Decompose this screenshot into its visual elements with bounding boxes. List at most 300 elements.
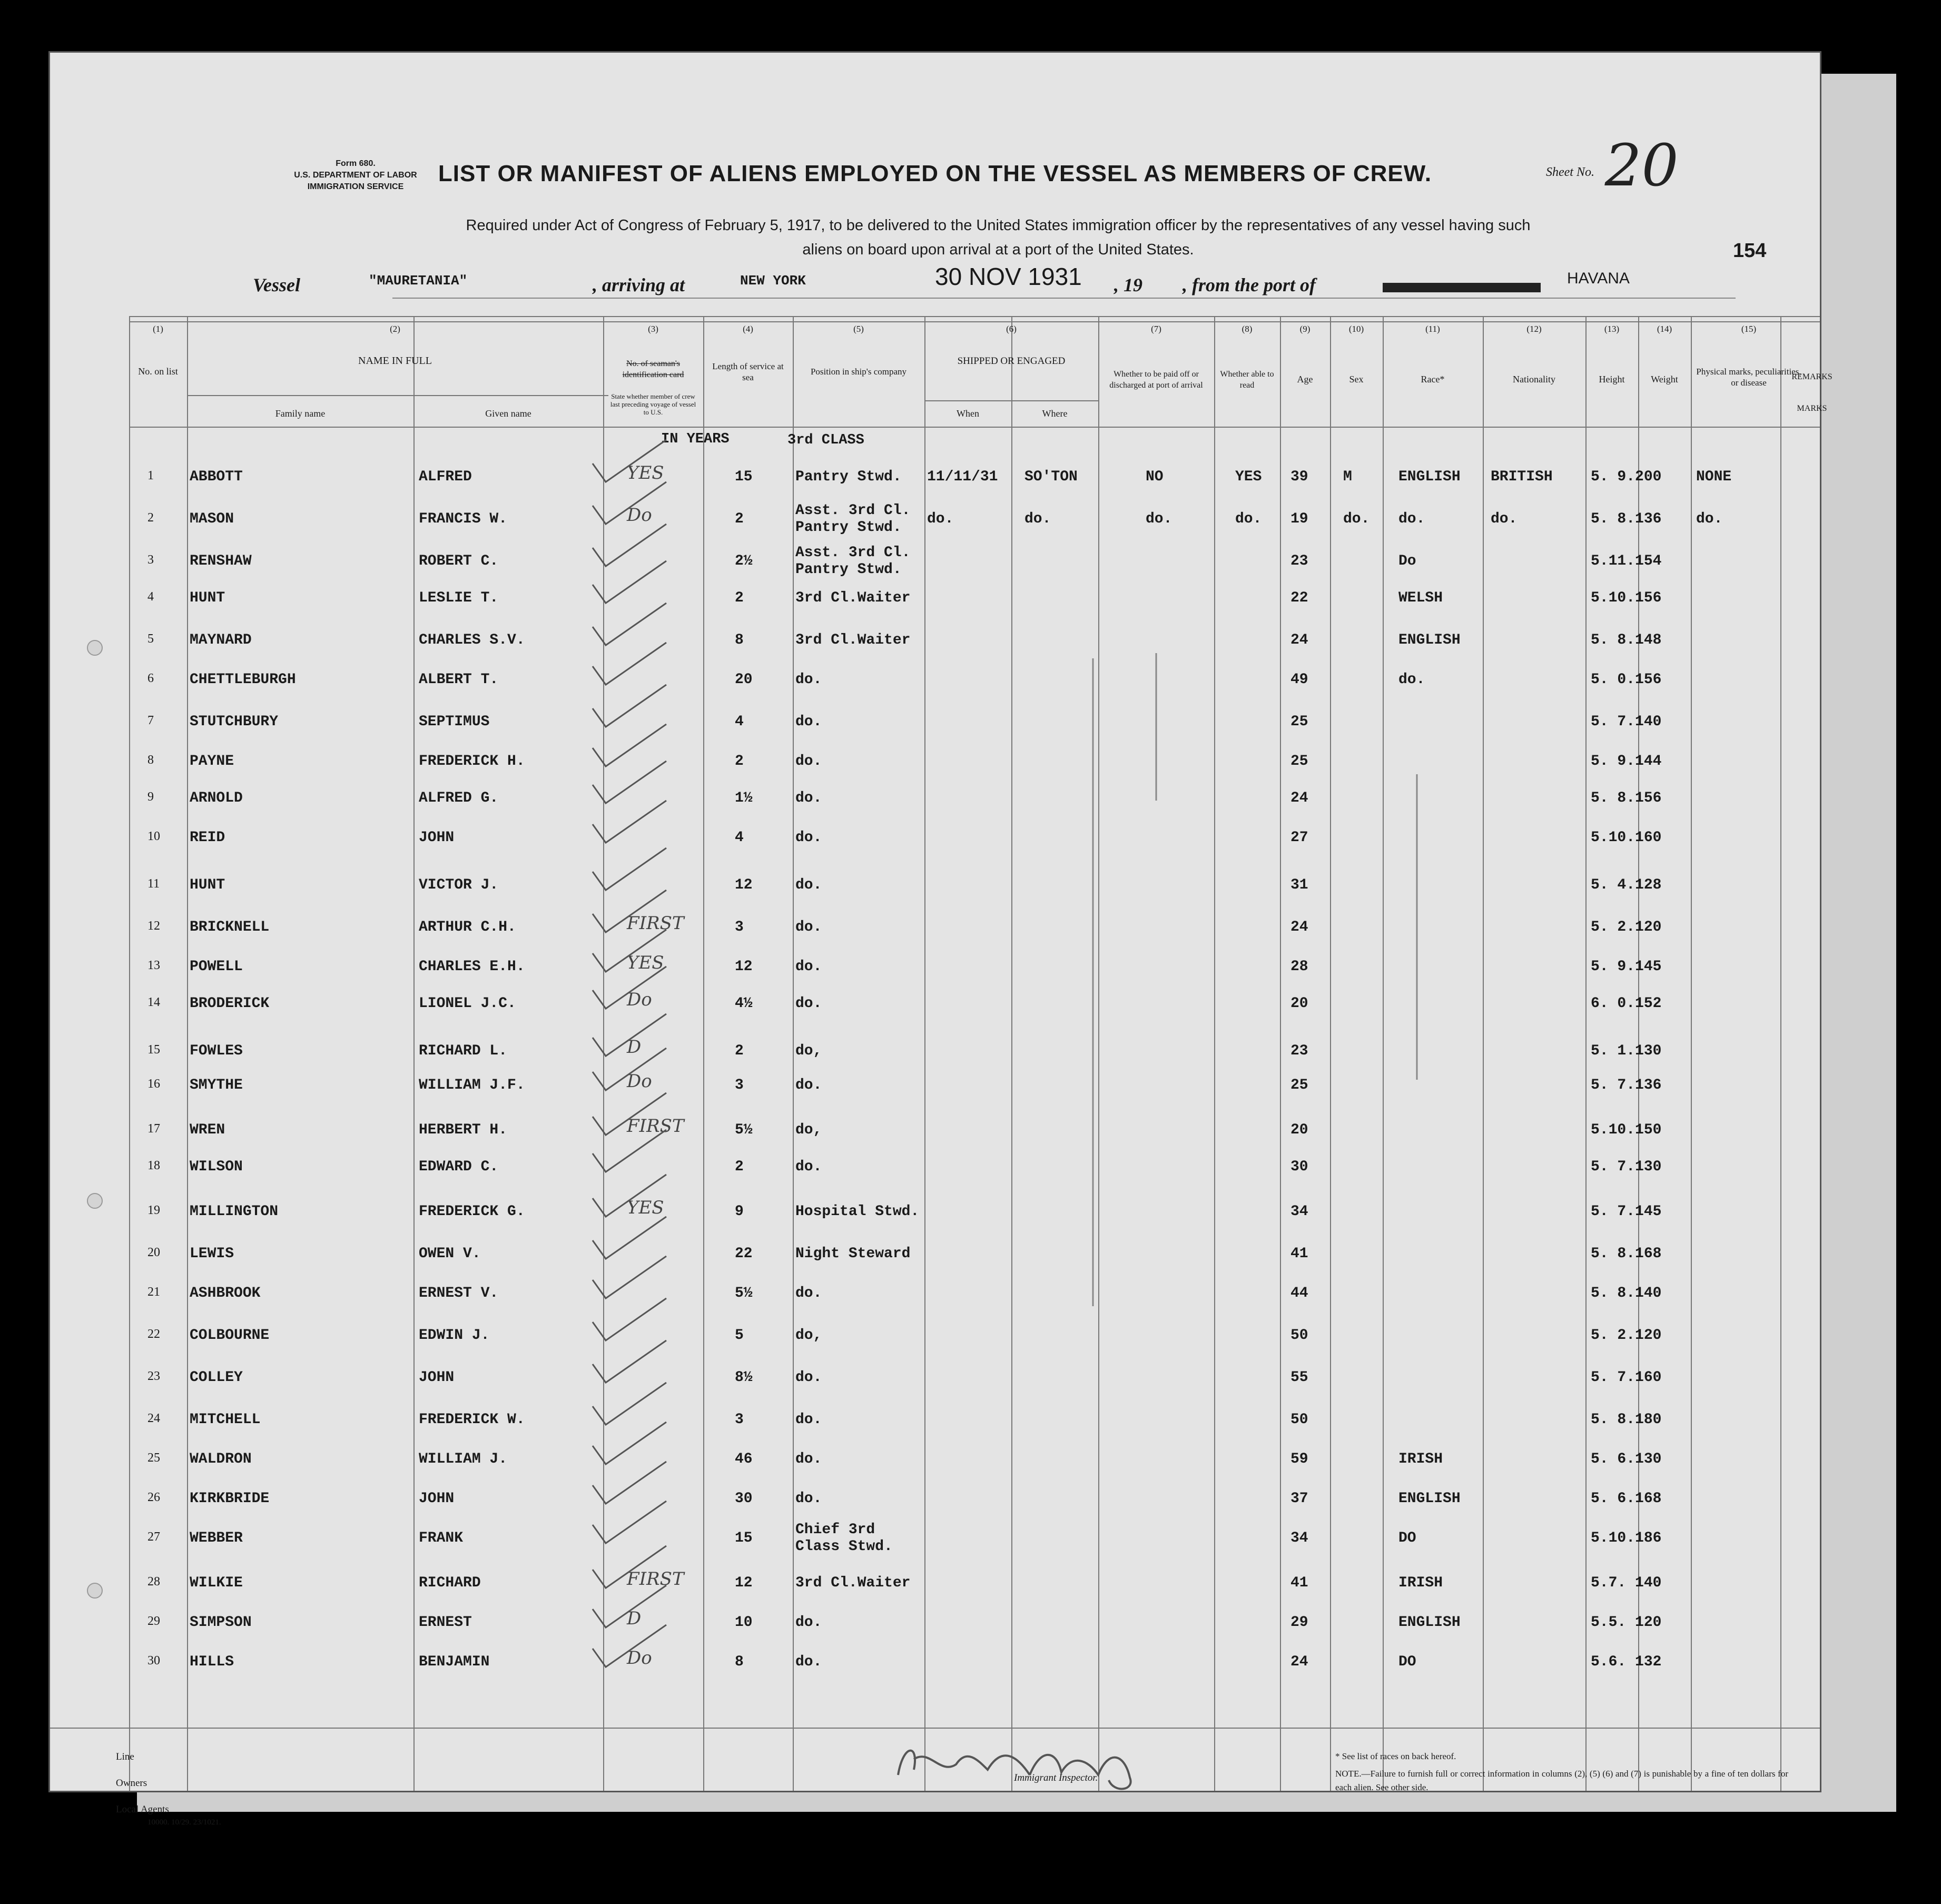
shipped-when: do. bbox=[927, 511, 954, 527]
height-weight: 5.10.150 bbox=[1591, 1122, 1662, 1138]
from-port-label: , from the port of bbox=[1183, 274, 1316, 295]
given-name: CHARLES E.H. bbox=[419, 959, 525, 975]
vessel-label: Vessel bbox=[253, 274, 300, 295]
height-weight: 5. 0.156 bbox=[1591, 672, 1662, 688]
age: 59 bbox=[1290, 1451, 1308, 1467]
given-name: BENJAMIN bbox=[419, 1654, 490, 1670]
nationality: BRITISH bbox=[1491, 469, 1553, 485]
year-label: , 19 bbox=[1114, 274, 1142, 295]
shipped-when: 11/11/31 bbox=[927, 469, 998, 485]
handwritten-check-note: YES bbox=[627, 1197, 664, 1218]
header-sex: Sex bbox=[1349, 374, 1364, 384]
grid-vertical-line bbox=[1780, 316, 1781, 1791]
family-name: RENSHAW bbox=[190, 553, 252, 569]
service-years: 4 bbox=[735, 830, 744, 846]
position: do. bbox=[795, 1285, 822, 1301]
age: 24 bbox=[1290, 790, 1308, 806]
position: do. bbox=[795, 1369, 822, 1386]
service-years: 9 bbox=[735, 1203, 744, 1220]
family-name: WREN bbox=[190, 1122, 225, 1138]
service-years: 3 bbox=[735, 1077, 744, 1093]
service-years: 46 bbox=[735, 1451, 753, 1467]
handwritten-check-note: YES bbox=[627, 952, 664, 973]
family-name: PAYNE bbox=[190, 753, 234, 770]
race: ENGLISH bbox=[1398, 632, 1461, 648]
family-name: SIMPSON bbox=[190, 1614, 252, 1631]
service-years: 12 bbox=[735, 877, 753, 893]
age: 37 bbox=[1290, 1491, 1308, 1507]
height-weight: 5.10.156 bbox=[1591, 590, 1662, 606]
colnum-2: (2) bbox=[390, 324, 400, 334]
family-name: WILKIE bbox=[190, 1575, 243, 1591]
service-years: 2 bbox=[735, 753, 744, 770]
height-weight: 5. 4.128 bbox=[1591, 877, 1662, 893]
height-weight: 5. 8.180 bbox=[1591, 1412, 1662, 1428]
footer-line-label: Line bbox=[116, 1751, 134, 1762]
handwritten-check-note: FIRST bbox=[627, 1568, 684, 1590]
position: do, bbox=[795, 1327, 822, 1344]
sex: do. bbox=[1343, 511, 1370, 527]
service-years: 20 bbox=[735, 672, 753, 688]
given-name: RICHARD bbox=[419, 1575, 481, 1591]
service-years: 12 bbox=[735, 959, 753, 975]
header-remarks-cut: MARKS bbox=[1797, 404, 1827, 413]
family-name: BRODERICK bbox=[190, 995, 270, 1012]
grid-vertical-line bbox=[703, 316, 704, 1791]
age: 19 bbox=[1290, 511, 1308, 527]
age: 31 bbox=[1290, 877, 1308, 893]
header-height: Height bbox=[1599, 374, 1625, 384]
position: do. bbox=[795, 1491, 822, 1507]
colnum-9: (9) bbox=[1299, 324, 1311, 334]
family-name: KIRKBRIDE bbox=[190, 1491, 270, 1507]
header-able-read: Whether able to read bbox=[1220, 370, 1274, 390]
handwritten-check-note: FIRST bbox=[627, 1116, 684, 1137]
grid-vertical-line bbox=[1280, 316, 1281, 1791]
race: IRISH bbox=[1398, 1451, 1443, 1467]
service-years: 2 bbox=[735, 590, 744, 606]
given-name: ARTHUR C.H. bbox=[419, 919, 516, 935]
header-when: When bbox=[957, 408, 979, 419]
family-name: WALDRON bbox=[190, 1451, 252, 1467]
subtitle-line-1: Required under Act of Congress of February 5, 1917, to be delivered to the United States immigration officer by the representatives of any vessel having such bbox=[466, 217, 1531, 234]
position: do. bbox=[795, 830, 822, 846]
grid-horizontal-line bbox=[129, 321, 1820, 322]
sheet-number: 20 bbox=[1604, 132, 1679, 199]
handwritten-check-note: Do bbox=[627, 1071, 652, 1092]
service-years: 2½ bbox=[735, 553, 753, 569]
height-weight: 5. 6.130 bbox=[1591, 1451, 1662, 1467]
position: do. bbox=[795, 790, 822, 806]
age: 24 bbox=[1290, 919, 1308, 935]
age: 50 bbox=[1290, 1412, 1308, 1428]
shipped-where: SO'TON bbox=[1024, 469, 1078, 485]
height-weight: 5. 8.140 bbox=[1591, 1285, 1662, 1301]
position: do, bbox=[795, 1043, 822, 1059]
physical-marks: do. bbox=[1696, 511, 1723, 527]
arrival-date-stamp: 30 NOV 1931 bbox=[935, 263, 1082, 290]
race: do. bbox=[1398, 672, 1425, 688]
given-name: FREDERICK W. bbox=[419, 1412, 525, 1428]
given-name: FREDERICK G. bbox=[419, 1203, 525, 1220]
race: DO bbox=[1398, 1530, 1416, 1546]
family-name: STUTCHBURY bbox=[190, 714, 279, 730]
row-number: 2 bbox=[147, 511, 154, 525]
family-name: WILSON bbox=[190, 1159, 243, 1175]
header-physical-marks: Physical marks, peculiarities, or disease bbox=[1696, 367, 1801, 388]
header-id-card-note: State whether member of crew last preceding voyage of vessel to U.S. bbox=[610, 392, 696, 416]
height-weight: 5. 8.136 bbox=[1591, 511, 1662, 527]
grid-vertical-line bbox=[1011, 316, 1012, 1791]
service-years: 15 bbox=[735, 1530, 753, 1546]
grid-vertical-line bbox=[793, 316, 794, 1791]
given-name: JOHN bbox=[419, 1491, 455, 1507]
handwritten-check-note: FIRST bbox=[627, 913, 684, 934]
row-number: 28 bbox=[147, 1575, 160, 1589]
grid-vertical-line bbox=[1483, 316, 1484, 1791]
handwritten-check-note: D bbox=[627, 1037, 642, 1058]
struck-out-port bbox=[1383, 283, 1541, 292]
colnum-10: (10) bbox=[1348, 324, 1364, 334]
age: 41 bbox=[1290, 1575, 1308, 1591]
row-number: 9 bbox=[147, 790, 154, 804]
age: 23 bbox=[1290, 553, 1308, 569]
height-weight: 5. 9.200 bbox=[1591, 469, 1662, 485]
height-weight: 5. 1.130 bbox=[1591, 1043, 1662, 1059]
row-number: 5 bbox=[147, 632, 154, 646]
age: 34 bbox=[1290, 1203, 1308, 1220]
service-years: 3 bbox=[735, 919, 744, 935]
position: 3rd Cl.Waiter bbox=[795, 632, 911, 648]
row-number: 29 bbox=[147, 1614, 160, 1628]
given-name: EDWARD C. bbox=[419, 1159, 499, 1175]
given-name: EDWIN J. bbox=[419, 1327, 490, 1344]
position: do. bbox=[795, 877, 822, 893]
header-remarks: REMARKS bbox=[1791, 372, 1832, 381]
height-weight: 5.10.160 bbox=[1591, 830, 1662, 846]
service-years: 8 bbox=[735, 1654, 744, 1670]
family-name: FOWLES bbox=[190, 1043, 243, 1059]
colnum-4: (4) bbox=[743, 324, 753, 334]
family-name: COLLEY bbox=[190, 1369, 243, 1386]
row-number: 17 bbox=[147, 1122, 160, 1136]
able-to-read: YES bbox=[1235, 469, 1262, 485]
header-no-on-list: No. on list bbox=[138, 366, 178, 377]
grid-vertical-line bbox=[1585, 316, 1587, 1791]
service-years: 2 bbox=[735, 1159, 744, 1175]
row-number: 10 bbox=[147, 830, 160, 843]
service-years: 3 bbox=[735, 1412, 744, 1428]
grid-horizontal-line bbox=[187, 395, 608, 396]
position: Pantry Stwd. bbox=[795, 469, 902, 485]
grid-vertical-line bbox=[413, 316, 415, 1791]
grid-vertical-line bbox=[1098, 316, 1099, 1791]
family-name: HUNT bbox=[190, 590, 225, 606]
height-weight: 5. 7.140 bbox=[1591, 714, 1662, 730]
punch-hole bbox=[87, 640, 103, 656]
service-years: 22 bbox=[735, 1246, 753, 1262]
age: 29 bbox=[1290, 1614, 1308, 1631]
service-years: 30 bbox=[735, 1491, 753, 1507]
service-name: IMMIGRATION SERVICE bbox=[307, 182, 404, 191]
age: 25 bbox=[1290, 753, 1308, 770]
family-name: POWELL bbox=[190, 959, 243, 975]
subtitle-line-2: aliens on board upon arrival at a port of the United States. bbox=[802, 241, 1194, 258]
colnum-7: (7) bbox=[1151, 324, 1161, 334]
given-name: LESLIE T. bbox=[419, 590, 499, 606]
row-number: 26 bbox=[147, 1491, 160, 1504]
position: Hospital Stwd. bbox=[795, 1203, 920, 1220]
age: 49 bbox=[1290, 672, 1308, 688]
position: do. bbox=[795, 1077, 822, 1093]
family-name: BRICKNELL bbox=[190, 919, 270, 935]
grid-vertical-line bbox=[924, 316, 925, 1791]
header-age: Age bbox=[1297, 374, 1313, 384]
arriving-port: NEW YORK bbox=[740, 273, 806, 289]
service-years: 5½ bbox=[735, 1122, 753, 1138]
grid-vertical-line bbox=[1691, 316, 1692, 1791]
row-number: 4 bbox=[147, 590, 154, 604]
position: do. bbox=[795, 672, 822, 688]
height-weight: 5. 8.156 bbox=[1591, 790, 1662, 806]
service-years: 2 bbox=[735, 1043, 744, 1059]
service-years: 8 bbox=[735, 632, 744, 648]
position: do. bbox=[795, 753, 822, 770]
age: 50 bbox=[1290, 1327, 1308, 1344]
page-number: 154 bbox=[1733, 240, 1767, 262]
height-weight: 5. 2.120 bbox=[1591, 919, 1662, 935]
position: Night Steward bbox=[795, 1246, 911, 1262]
given-name: WILLIAM J. bbox=[419, 1451, 508, 1467]
given-name: VICTOR J. bbox=[419, 877, 499, 893]
height-weight: 6. 0.152 bbox=[1591, 995, 1662, 1012]
row-number: 24 bbox=[147, 1412, 160, 1425]
header-id-card-struck: No. of seaman's identification card bbox=[622, 359, 684, 379]
handwritten-check-note: Do bbox=[627, 989, 652, 1010]
age: 22 bbox=[1290, 590, 1308, 606]
handwritten-check-note: YES bbox=[627, 462, 664, 484]
row-number: 11 bbox=[147, 877, 160, 891]
age: 55 bbox=[1290, 1369, 1308, 1386]
position: do. bbox=[795, 1159, 822, 1175]
department-name: U.S. DEPARTMENT OF LABOR bbox=[294, 171, 417, 180]
position: 3rd Cl.Waiter bbox=[795, 590, 911, 606]
age: 25 bbox=[1290, 714, 1308, 730]
family-name: ASHBROOK bbox=[190, 1285, 261, 1301]
row-number: 14 bbox=[147, 995, 160, 1009]
footer-owners-label: Owners bbox=[116, 1778, 147, 1789]
given-name: ALFRED G. bbox=[419, 790, 499, 806]
header-family-name: Family name bbox=[275, 408, 326, 419]
race: IRISH bbox=[1398, 1575, 1443, 1591]
given-name: FRANCIS W. bbox=[419, 511, 508, 527]
service-years: 1½ bbox=[735, 790, 753, 806]
row-number: 12 bbox=[147, 919, 160, 933]
position: do. bbox=[795, 1412, 822, 1428]
family-name: ARNOLD bbox=[190, 790, 243, 806]
arriving-label: , arriving at bbox=[593, 274, 685, 295]
header-weight: Weight bbox=[1651, 374, 1678, 384]
races-note: * See list of races on back hereof. bbox=[1335, 1751, 1456, 1761]
sex: M bbox=[1343, 469, 1352, 485]
age: 44 bbox=[1290, 1285, 1308, 1301]
colnum-11: (11) bbox=[1425, 324, 1440, 334]
row-number: 23 bbox=[147, 1369, 160, 1383]
colnum-14: (14) bbox=[1657, 324, 1672, 334]
race: Do bbox=[1398, 553, 1416, 569]
height-weight: 5. 7.130 bbox=[1591, 1159, 1662, 1175]
family-name: CHETTLEBURGH bbox=[190, 672, 296, 688]
service-years: 4½ bbox=[735, 995, 753, 1012]
height-weight: 5. 7.145 bbox=[1591, 1203, 1662, 1220]
header-name-in-full: NAME IN FULL bbox=[358, 355, 432, 367]
position: Asst. 3rd Cl. Pantry Stwd. bbox=[795, 545, 911, 578]
given-name: WILLIAM J.F. bbox=[419, 1077, 525, 1093]
paid-off: do. bbox=[1146, 511, 1173, 527]
position: Asst. 3rd Cl. Pantry Stwd. bbox=[795, 502, 911, 536]
given-name: ROBERT C. bbox=[419, 553, 499, 569]
colnum-6: (6) bbox=[1006, 324, 1017, 334]
family-name: WEBBER bbox=[190, 1530, 243, 1546]
given-name: FREDERICK H. bbox=[419, 753, 525, 770]
age: 24 bbox=[1290, 632, 1308, 648]
service-years: 5½ bbox=[735, 1285, 753, 1301]
colnum-5: (5) bbox=[853, 324, 864, 334]
row-number: 6 bbox=[147, 672, 154, 685]
age: 39 bbox=[1290, 469, 1308, 485]
service-years: 8½ bbox=[735, 1369, 753, 1386]
position: do. bbox=[795, 1451, 822, 1467]
age: 20 bbox=[1290, 995, 1308, 1012]
height-weight: 5. 9.145 bbox=[1591, 959, 1662, 975]
service-years: 5 bbox=[735, 1327, 744, 1344]
race: ENGLISH bbox=[1398, 1614, 1461, 1631]
position: do. bbox=[795, 714, 822, 730]
colnum-3: (3) bbox=[648, 324, 658, 334]
given-name: LIONEL J.C. bbox=[419, 995, 516, 1012]
sheet-number-label: Sheet No. bbox=[1546, 165, 1594, 179]
in-years-label: IN YEARS bbox=[661, 431, 730, 447]
row-number: 16 bbox=[147, 1077, 160, 1091]
row-number: 13 bbox=[147, 959, 160, 972]
family-name: HILLS bbox=[190, 1654, 234, 1670]
header-paid-off: Whether to be paid off or discharged at port of arrival bbox=[1109, 370, 1203, 390]
row-number: 25 bbox=[147, 1451, 160, 1465]
row-number: 8 bbox=[147, 753, 154, 767]
row-number: 18 bbox=[147, 1159, 160, 1172]
given-name: HERBERT H. bbox=[419, 1122, 508, 1138]
grid-vertical-line bbox=[603, 316, 604, 1791]
grid-vertical-line bbox=[1330, 316, 1331, 1791]
race: DO bbox=[1398, 1654, 1416, 1670]
colnum-8: (8) bbox=[1242, 324, 1253, 334]
row-number: 27 bbox=[147, 1530, 160, 1544]
height-weight: 5.5. 120 bbox=[1591, 1614, 1662, 1631]
punch-hole bbox=[87, 1193, 103, 1209]
service-years: 15 bbox=[735, 469, 753, 485]
check-marks-overlay bbox=[50, 53, 1820, 1791]
race: do. bbox=[1398, 511, 1425, 527]
given-name: JOHN bbox=[419, 1369, 455, 1386]
row-number: 1 bbox=[147, 469, 154, 482]
manifest-title: LIST OR MANIFEST OF ALIENS EMPLOYED ON THE VESSEL AS MEMBERS OF CREW. bbox=[438, 161, 1432, 186]
height-weight: 5. 2.120 bbox=[1591, 1327, 1662, 1344]
race: ENGLISH bbox=[1398, 469, 1461, 485]
family-name: MITCHELL bbox=[190, 1412, 261, 1428]
height-weight: 5.6. 132 bbox=[1591, 1654, 1662, 1670]
race: WELSH bbox=[1398, 590, 1443, 606]
header-race: Race* bbox=[1421, 374, 1445, 384]
grid-horizontal-line bbox=[129, 316, 1820, 317]
age: 27 bbox=[1290, 830, 1308, 846]
header-given-name: Given name bbox=[485, 408, 531, 419]
colnum-1: (1) bbox=[153, 324, 163, 334]
header-nationality: Nationality bbox=[1513, 374, 1555, 384]
paid-off: NO bbox=[1146, 469, 1164, 485]
height-weight: 5.7. 140 bbox=[1591, 1575, 1662, 1591]
age: 25 bbox=[1290, 1077, 1308, 1093]
family-name: MASON bbox=[190, 511, 234, 527]
able-to-read: do. bbox=[1235, 511, 1262, 527]
family-name: MILLINGTON bbox=[190, 1203, 279, 1220]
given-name: ERNEST V. bbox=[419, 1285, 499, 1301]
form-number: Form 680. bbox=[336, 159, 376, 168]
height-weight: 5. 8.148 bbox=[1591, 632, 1662, 648]
given-name: ERNEST bbox=[419, 1614, 472, 1631]
height-weight: 5. 7.136 bbox=[1591, 1077, 1662, 1093]
grid-vertical-line bbox=[187, 316, 188, 1791]
row-number: 19 bbox=[147, 1203, 160, 1217]
family-name: ABBOTT bbox=[190, 469, 243, 485]
family-name: COLBOURNE bbox=[190, 1327, 270, 1344]
family-name: REID bbox=[190, 830, 225, 846]
given-name: CHARLES S.V. bbox=[419, 632, 525, 648]
inspector-signature bbox=[882, 1728, 1177, 1796]
given-name: OWEN V. bbox=[419, 1246, 481, 1262]
given-name: FRANK bbox=[419, 1530, 464, 1546]
family-name: SMYTHE bbox=[190, 1077, 243, 1093]
race: ENGLISH bbox=[1398, 1491, 1461, 1507]
row-number: 30 bbox=[147, 1654, 160, 1668]
position: do. bbox=[795, 919, 822, 935]
grid-horizontal-line bbox=[129, 427, 1820, 428]
handwritten-check-note: Do bbox=[627, 505, 652, 526]
given-name: SEPTIMUS bbox=[419, 714, 490, 730]
height-weight: 5.11.154 bbox=[1591, 553, 1662, 569]
height-weight: 5. 7.160 bbox=[1591, 1369, 1662, 1386]
nationality: do. bbox=[1491, 511, 1518, 527]
service-years: 12 bbox=[735, 1575, 753, 1591]
grid-vertical-line bbox=[129, 316, 130, 1791]
age: 34 bbox=[1290, 1530, 1308, 1546]
vessel-line bbox=[253, 274, 300, 297]
manifest-subtitle bbox=[261, 213, 1736, 262]
given-name: ALBERT T. bbox=[419, 672, 499, 688]
footer-agents-label: Local Agents bbox=[116, 1804, 169, 1815]
physical-marks: NONE bbox=[1696, 469, 1732, 485]
height-weight: 5.10.186 bbox=[1591, 1530, 1662, 1546]
given-name: JOHN bbox=[419, 830, 455, 846]
header-where: Where bbox=[1042, 408, 1068, 419]
position: Chief 3rd Class Stwd. bbox=[795, 1522, 893, 1555]
row-number: 22 bbox=[147, 1327, 160, 1341]
age: 20 bbox=[1290, 1122, 1308, 1138]
header-length-service: Length of service at sea bbox=[712, 361, 784, 382]
position: do. bbox=[795, 1614, 822, 1631]
vessel-name: "MAURETANIA" bbox=[369, 273, 468, 289]
inspector-label: Immigrant Inspector. bbox=[1014, 1772, 1098, 1783]
age: 30 bbox=[1290, 1159, 1308, 1175]
